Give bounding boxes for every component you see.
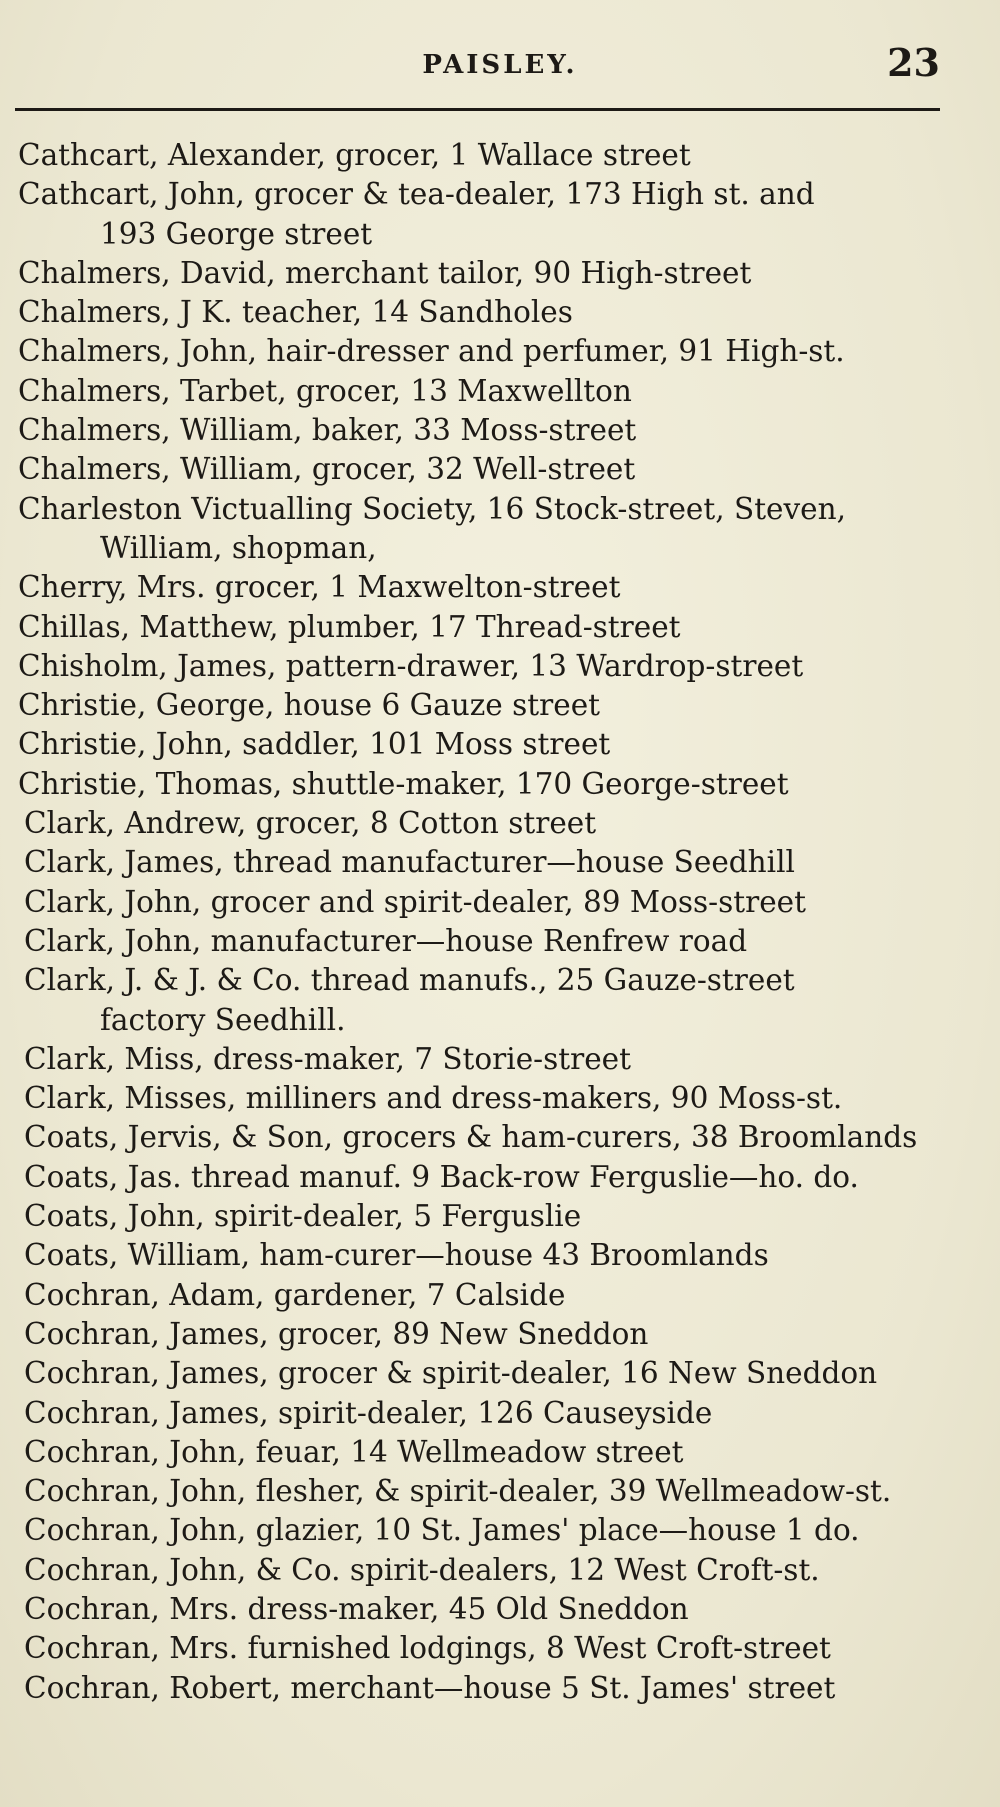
directory-entry: Coats, Jas. thread manuf. 9 Back-row Ferguslie—ho. do. bbox=[24, 1159, 859, 1194]
directory-entry: Clark, Andrew, grocer, 8 Cotton street bbox=[24, 806, 597, 841]
directory-entry: Clark, J. & J. & Co. thread manufs., 25 Gauze-street bbox=[24, 963, 795, 998]
directory-entry: Cherry, Mrs. grocer, 1 Maxwelton-street bbox=[18, 570, 621, 605]
directory-entry: Cathcart, Alexander, grocer, 1 Wallace street bbox=[18, 138, 691, 172]
directory-entry: Clark, John, grocer and spirit-dealer, 89 Moss-street bbox=[24, 884, 806, 919]
directory-entry: Christie, Thomas, shuttle-maker, 170 George-street bbox=[18, 766, 789, 801]
directory-entry: Cochran, Robert, merchant—house 5 St. James' street bbox=[24, 1670, 836, 1705]
directory-entry: Chalmers, David, merchant tailor, 90 High-street bbox=[18, 255, 752, 290]
directory-entry-continuation: William, shopman, bbox=[100, 530, 377, 565]
directory-entry: Charleston Victualling Society, 16 Stock-street, Steven, bbox=[18, 491, 847, 526]
running-title: PAISLEY. bbox=[422, 50, 578, 80]
directory-entries bbox=[18, 136, 978, 1708]
directory-entry: Coats, Jervis, & Son, grocers & ham-curers, 38 Broomlands bbox=[24, 1120, 918, 1155]
directory-entry: Cochran, John, flesher, & spirit-dealer, 39 Wellmeadow-st. bbox=[24, 1474, 892, 1509]
directory-entry: Christie, George, house 6 Gauze street bbox=[18, 688, 601, 723]
directory-entry: Cochran, John, feuar, 14 Wellmeadow street bbox=[24, 1434, 684, 1469]
directory-entry: Clark, John, manufacturer—house Renfrew road bbox=[24, 923, 748, 958]
directory-entry: Clark, Miss, dress-maker, 7 Storie-street bbox=[24, 1041, 631, 1076]
directory-entry: Christie, John, saddler, 101 Moss street bbox=[18, 727, 611, 762]
directory-entry: Cochran, Mrs. dress-maker, 45 Old Sneddon bbox=[24, 1591, 689, 1626]
directory-entry-continuation: 193 George street bbox=[100, 216, 373, 251]
directory-entry: Chisholm, James, pattern-drawer, 13 Wardrop-street bbox=[18, 648, 804, 683]
directory-entry: Cochran, James, grocer & spirit-dealer, 16 New Sneddon bbox=[24, 1356, 878, 1391]
directory-entry: Chalmers, William, baker, 33 Moss-street bbox=[18, 413, 637, 448]
directory-entry: Clark, Misses, milliners and dress-makers, 90 Moss-st. bbox=[24, 1081, 843, 1116]
directory-entry: Chalmers, William, grocer, 32 Well-street bbox=[18, 452, 636, 487]
directory-entry: Cochran, John, glazier, 10 St. James' place—house 1 do. bbox=[24, 1513, 860, 1548]
page-number: 23 bbox=[887, 40, 940, 85]
directory-entry: Cochran, James, spirit-dealer, 126 Causeyside bbox=[24, 1395, 713, 1430]
directory-entry: Clark, James, thread manufacturer—house Seedhill bbox=[24, 845, 795, 880]
directory-entry: Coats, William, ham-curer—house 43 Broomlands bbox=[24, 1238, 769, 1273]
directory-entry: Chillas, Matthew, plumber, 17 Thread-street bbox=[18, 609, 681, 644]
directory-entry: Cochran, James, grocer, 89 New Sneddon bbox=[24, 1316, 649, 1351]
directory-entry: Chalmers, John, hair-dresser and perfumer, 91 High-st. bbox=[18, 334, 845, 369]
directory-entry: Cochran, Adam, gardener, 7 Calside bbox=[24, 1277, 566, 1312]
directory-entry: Cochran, John, & Co. spirit-dealers, 12 West Croft-st. bbox=[24, 1552, 820, 1587]
header-rule bbox=[15, 108, 940, 111]
directory-entry: Cochran, Mrs. furnished lodgings, 8 West Croft-street bbox=[24, 1631, 831, 1666]
directory-entry: Chalmers, J K. teacher, 14 Sandholes bbox=[18, 295, 573, 330]
directory-entry: Cathcart, John, grocer & tea-dealer, 173 High st. and bbox=[18, 177, 815, 212]
directory-entry-continuation: factory Seedhill. bbox=[100, 1002, 346, 1037]
directory-entry: Coats, John, spirit-dealer, 5 Ferguslie bbox=[24, 1199, 582, 1234]
page-header bbox=[0, 40, 1000, 100]
directory-entry: Chalmers, Tarbet, grocer, 13 Maxwellton bbox=[18, 373, 632, 408]
